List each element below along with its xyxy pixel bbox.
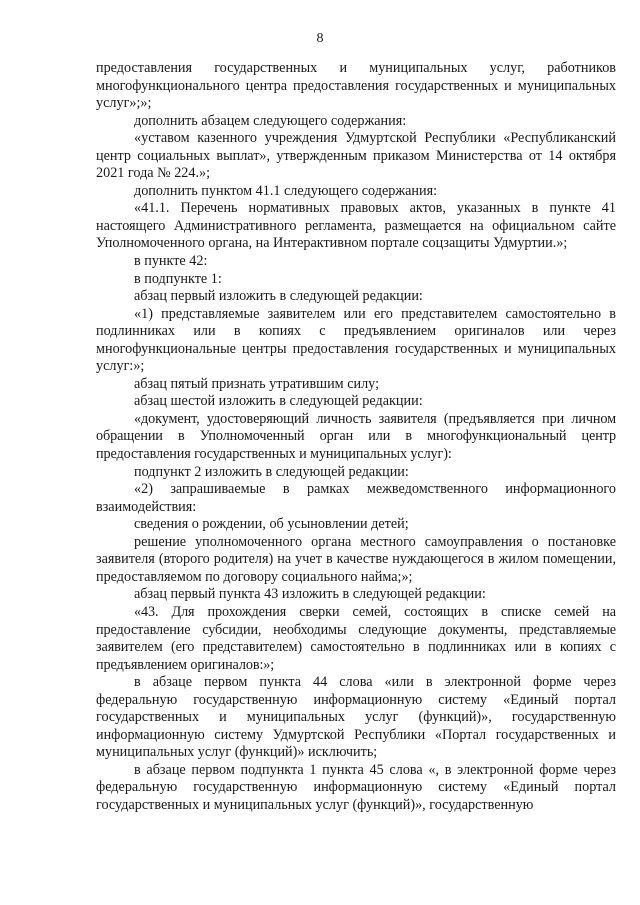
paragraph: абзац первый изложить в следующей редакции: [134, 288, 423, 305]
paragraph: в подпункте 1: [134, 270, 222, 287]
paragraph: в абзаце первом подпункта 1 пункта 45 слова «, в электронной форме через федеральную государственную информационную систему «Единый портал государственных и муниципальных услуг (функций)», государственную [96, 761, 616, 813]
paragraph: абзац первый пункта 43 изложить в следующей редакции: [134, 586, 486, 603]
paragraph: решение уполномоченного органа местного самоуправления о постановке заявителя (второго родителя) на учет в качестве нуждающегося в жилом помещении, предоставляемом по договору социального найма;»; [96, 533, 616, 585]
paragraph: «1) представляемые заявителем или его представителем самостоятельно в подлинниках или в копиях с предъявлением оригиналов или через многофункциональные центры предоставления государственных и муниципальных услуг:»; [96, 305, 616, 375]
paragraph: дополнить абзацем следующего содержания: [134, 112, 407, 129]
paragraph: «41.1. Перечень нормативных правовых актов, указанных в пункте 41 настоящего Административного регламента, размещается на официальном сайте Уполномоченного органа, на Интерактивном портале соцзащиты Удмуртии.»; [96, 200, 616, 252]
paragraph: абзац пятый признать утратившим силу; [134, 375, 380, 392]
paragraph: сведения о рождении, об усыновлении детей; [134, 516, 409, 533]
paragraph: предоставления государственных и муниципальных услуг, работников многофункционального центра предоставления государственных и муниципальных услуг»;»; [96, 60, 616, 112]
paragraph: абзац шестой изложить в следующей редакции: [134, 393, 423, 410]
paragraph: подпункт 2 изложить в следующей редакции: [134, 463, 409, 480]
paragraph: в абзаце первом пункта 44 слова «или в электронной форме через федеральную государственную информационную систему «Единый портал государственных и муниципальных услуг (функций)», государственную информационную систему Удмуртской Республики «Портал государственных и муниципальных услуг (функций)» исключить; [96, 674, 616, 761]
paragraph: «уставом казенного учреждения Удмуртской Республики «Республиканский центр социальных выплат», утвержденным приказом Министерства от 14 октября 2021 года № 224.»; [96, 130, 616, 182]
page-number: 8 [316, 31, 324, 46]
paragraph: в пункте 42: [134, 253, 208, 270]
document-body [96, 60, 616, 815]
paragraph: «2) запрашиваемые в рамках межведомственного информационного взаимодействия: [96, 481, 616, 515]
paragraph: «43. Для прохождения сверки семей, состоящих в списке семей на предоставление субсидии, необходимы следующие документы, представляемые заявителем (его представителем) самостоятельно в подлинниках или в копиях с предъявлением оригиналов:»; [96, 603, 616, 673]
paragraph: дополнить пунктом 41.1 следующего содержания: [134, 182, 438, 199]
paragraph: «документ, удостоверяющий личность заявителя (предъявляется при личном обращении в Уполномоченный орган или в многофункциональный центр предоставления государственных и муниципальных услуг): [96, 410, 616, 463]
